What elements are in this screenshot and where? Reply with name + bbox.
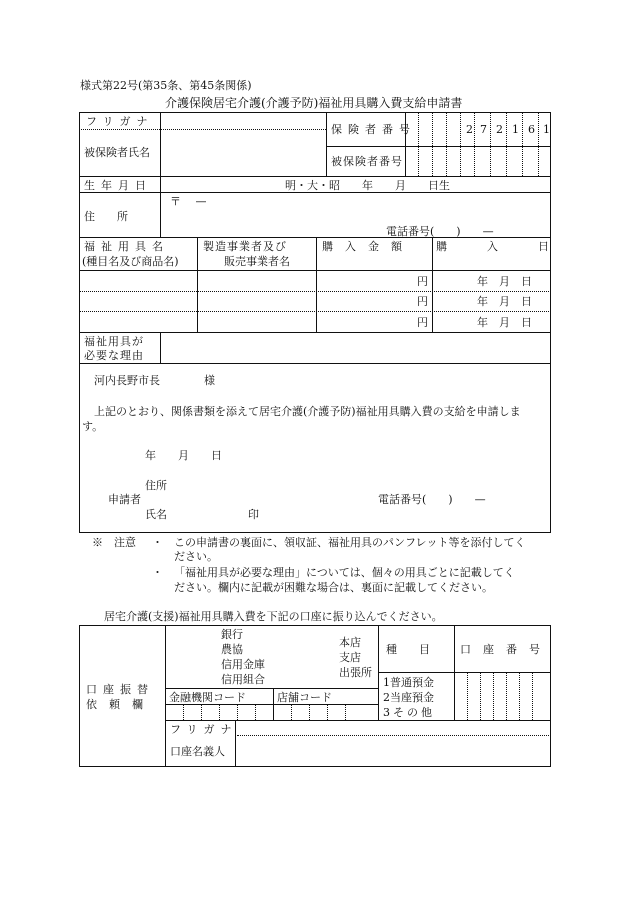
seal-mark: 印 <box>248 508 259 521</box>
applicant-label: 申請者 <box>108 493 141 506</box>
purchase-date-header-c: 日 <box>538 240 549 253</box>
insurer-digit: 6 <box>528 123 535 136</box>
maker-header: 製造事業者及び <box>203 240 287 253</box>
postal-mark: 〒 — <box>170 195 207 208</box>
account-type[interactable]: 2当座預金 <box>383 691 434 704</box>
application-date: 年 月 日 <box>145 449 222 462</box>
address-field[interactable] <box>162 206 549 224</box>
yen-unit: 円 <box>417 295 428 308</box>
note-1-cont: ださい。 <box>174 550 218 563</box>
reason-field[interactable] <box>162 334 549 361</box>
branch-code-label: 店舗コード <box>277 691 332 704</box>
notes-mark: ※ 注意 <box>92 536 136 549</box>
insurer-digit: 2 <box>496 123 503 136</box>
account-type[interactable]: 3その他 <box>383 706 435 719</box>
institution-type: 信用金庫 <box>221 658 265 671</box>
furigana-label: フリガナ <box>86 115 154 128</box>
note-bullet: ・ <box>152 566 163 579</box>
yen-unit: 円 <box>417 275 428 288</box>
yen-unit: 円 <box>417 316 428 329</box>
form-title: 介護保険居宅介護(介護予防)福祉用具購入費支給申請書 <box>165 96 463 110</box>
insurer-digit: 2 <box>466 123 473 136</box>
insurer-digit: 1 <box>543 123 550 136</box>
birth-format: 明・大・昭 年 月 日生 <box>285 179 450 192</box>
form-number: 様式第22号(第35条、第45条関係) <box>80 79 252 92</box>
institution-type: 信用組合 <box>221 673 265 686</box>
account-type[interactable]: 1普通預金 <box>383 676 434 689</box>
amount-header: 購入金額 <box>322 240 414 253</box>
account-holder-label: 口座名義人 <box>170 745 225 758</box>
insurer-digit: 7 <box>480 123 487 136</box>
branch-type: 本店 <box>339 636 361 649</box>
maker-subheader: 販売事業者名 <box>224 255 290 268</box>
purchase-date: 年 月 日 <box>477 275 532 288</box>
reason-label: 福祉用具が <box>84 335 144 348</box>
item-name-subheader: (種目名及び商品名) <box>82 255 179 268</box>
account-holder-field[interactable] <box>237 737 549 765</box>
purchase-date: 年 月 日 <box>477 295 532 308</box>
account-category-label: 種 目 <box>386 643 430 656</box>
purchase-date: 年 月 日 <box>477 316 532 329</box>
item-name-header: 福祉用具名 <box>84 240 169 253</box>
insurer-digit: 1 <box>512 123 519 136</box>
birth-label: 生年月日 <box>84 179 152 192</box>
bank-intro: 居宅介護(支援)福祉用具購入費を下記の口座に振り込んでください。 <box>104 610 443 623</box>
note-2-cont: ださい。欄内に記載が困難な場合は、裏面に記載してください。 <box>174 581 493 594</box>
note-2: 「福祉用具が必要な理由」については、個々の用具ごとに記載してく <box>174 566 515 579</box>
transfer-label: 口座振替 <box>86 683 154 696</box>
institution-type: 農協 <box>221 643 243 656</box>
note-bullet: ・ <box>152 536 163 549</box>
institution-code-label: 金融機関コード <box>169 691 246 704</box>
insured-number-label: 被保険者番号 <box>331 155 403 168</box>
insured-name-label: 被保険者氏名 <box>84 146 150 159</box>
applicant-phone: 電話番号( ) — <box>378 493 486 506</box>
branch-type: 支店 <box>339 651 361 664</box>
purchase-date-header-b: 入 <box>487 240 498 253</box>
address-label: 住 所 <box>84 210 128 223</box>
applicant-name-label: 氏名 <box>145 508 167 521</box>
holder-furigana-label: フリガナ <box>170 723 238 736</box>
phone-format: 電話番号( ) — <box>386 225 494 238</box>
branch-type: 出張所 <box>339 666 372 679</box>
addressee: 河内長野市長 様 <box>94 374 215 387</box>
reason-label-2: 必要な理由 <box>84 349 144 362</box>
insured-name-field[interactable] <box>162 131 324 174</box>
insurer-number-label: 保険者番号 <box>331 123 416 136</box>
purchase-date-header-a: 購 <box>436 240 447 253</box>
application-body-end: す。 <box>82 420 104 433</box>
transfer-label-2: 依頼欄 <box>86 698 155 711</box>
applicant-address-label: 住所 <box>145 479 167 492</box>
account-number-label: 口座番号 <box>460 643 552 656</box>
institution-type: 銀行 <box>221 628 243 641</box>
note-1: この申請書の裏面に、領収証、福祉用具のパンフレット等を添付してく <box>174 536 526 549</box>
application-body: 上記のとおり、関係書類を添えて居宅介護(介護予防)福祉用具購入費の支給を申請しま <box>94 405 521 418</box>
